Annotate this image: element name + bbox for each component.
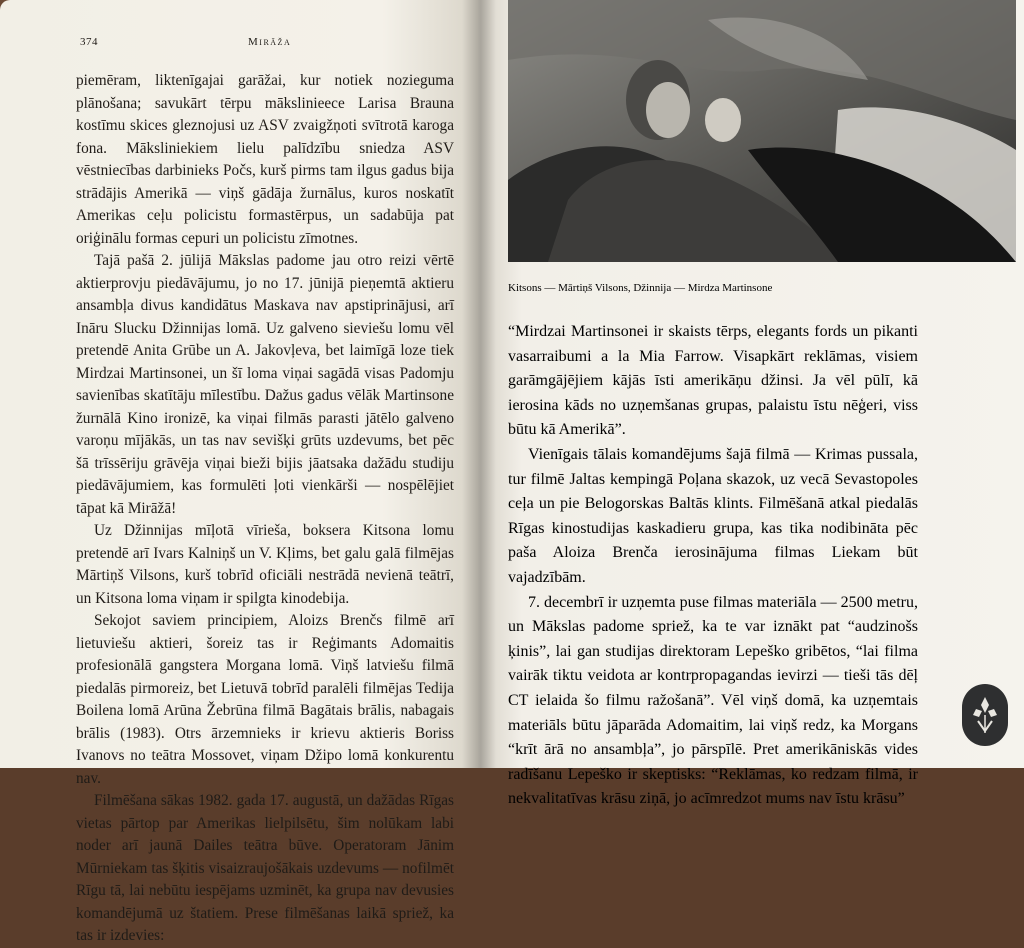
paragraph: Sekojot saviem principiem, Aloizs Brenčs filmē arī lietuviešu aktieri, šoreiz tas ir Reģimants Adomaitis profesionālā gangstera Morgana lomā. Viņš latviešu filmā piedalās pirmoreiz, bet Lietuvā tobrīd paralēli filmējas Tedija Boilena lomā Arūna Žebrūna filmā Bagātais brālis, nabagais brālis (1983). Otrs ārzemnieks ir krievu aktieris Boriss Ivanovs no teātra Mossovet, viņam Džipo lomā konkurentu nav. [76,612,454,787]
paragraph: piemēram, liktenīgajai garāžai, kur notiek nozieguma plānošana; savukārt tērpu mākslinieece Larisa Brauna kostīmu skices gleznojusi uz ASV zvaigžņoti svītrotā karoga fona. Māksliniekiem lielu palīdzību sniedza ASV vēstniecības darbinieks Počs, kurš pirms tam ilgus gadus bija strādājis Amerikā — viņš gādāja žurnālus, kuros noskatīt Amerikas ceļu policistu formastērpus, un sadabūja pat oriģinālu formas cepuri un policistu zīmotnes. [76,72,454,247]
paragraph: Tajā pašā 2. jūlijā Mākslas padome jau otro reizi vērtē aktierprovju piedāvājumu, jo no 17. jūnijā pieņemtā aktieru ansambļa divus kandidātus Maskava nav apstiprinājusi, arī Ināru Slucku Džinnijas lomā. Uz galveno sieviešu lomu vēl pretendē Anita Grūbe un A. Jakovļeva, bet laimīgā loze tiek Mirdzai Martinsonei, un šī loma viņai sagādā visas Padomju savienības skatītāju mīlestību. Dažus gadus vēlāk Martinsone žurnālā Kino ironizē, ka viņai filmās parasti jātēlo galveno varoņu mījākās, un tas nav sevišķi grūts uzdevums, bet pēc šā trīssēriju grāvēja viņai bieži bijis jāatsaka dažādu studiju piedāvājumiem, kas formulēti ļoti vienkārši — nospēlējiet tāpat kā Mirāžā! [76,252,454,517]
photo-caption: Kitsons — Mārtiņš Vilsons, Džinnija — Mirdza Martinsone [508,282,773,294]
running-head: Mirāža [248,36,292,48]
photo-illustration [508,0,1016,262]
page-number: 374 [80,36,98,48]
paragraph: “Mirdzai Martinsonei ir skaists tērps, elegants fords un pikanti vasarraibumi a la Mia Farrow. Visapkārt reklāmas, visiem garāmgājējiem kājās īsti amerikāņu džinsi. Ja vēl pūlī, kā ierosina kāds no uzņemšanas grupas, palaistu īstu nēģeri, viss būtu kā Amerikā”. [508,323,918,439]
left-page [0,0,478,944]
right-page-text [508,320,918,812]
film-still-photo [508,0,1016,262]
watermark-logo-icon [962,684,1008,746]
logo-emblem-icon [970,693,1000,737]
left-page-text [76,70,454,948]
book-gutter [462,0,496,768]
paragraph: 7. decembrī ir uzņemta puse filmas materiāla — 2500 metru, un Mākslas padome spriež, ka te var iznākt pat “audzinošs ķinis”, lai gan studijas direktoram Lepeško gribētos, “lai filma vairāk tiktu veidota ar kontrpropagandas ievirzi — tieši tās dēļ CT ielaida šo filmu ražošanā”. Vēl viņš domā, ka uzņemtais materiāls būtu jāparāda Adomaitim, lai viņš redz, ka Morgans “krīt ārā no ansambļa”, jo pārspīlē. Pret amerikāniskās vides radīšanu Lepeško ir skeptisks: “Reklāmas, ko redzam filmā, ir nekvalitatīvas krāsu ziņā, jo acīmredzot mums nav īstu krāsu” [508,593,918,808]
paragraph: Uz Džinnijas mīļotā vīrieša, boksera Kitsona lomu pretendē arī Ivars Kalniņš un V. Kļims, bet galu galā filmējas Mārtiņš Vilsons, kurš tobrīd oficiāli nestrādā nevienā teātrī, un Kitsona loma viņam ir spilgta kinodebija. [76,522,454,607]
paragraph: Vienīgais tālais komandējums šajā filmā — Krimas pussala, tur filmē Jaltas kempingā Poļana skazok, uz vecā Sevastopoles ceļa un pie Belogorskas Baltās klints. Filmēšanā atkal piedalās Rīgas kinostudijas kaskadieru grupa, kas tika nodibināta pēc paša Aloiza Brenča ierosinājuma filmas Liekam būt vajadzībām. [508,445,918,586]
paragraph: Filmēšana sākas 1982. gada 17. augustā, un dažādas Rīgas vietas pārtop par Amerikas lielpilsētu, šim nolūkam labi noder arī jaunā Dailes teātra būve. Operatoram Jānim Mūrniekam tas šķitis visaizraujošākais uzdevums — nofilmēt Rīgu tā, lai nebūtu iespējams uzminēt, ka grupa nav devusies komandējumā uz štatiem. Prese filmēšanas laikā spriež, ka tas ir izdevies: [76,792,454,944]
